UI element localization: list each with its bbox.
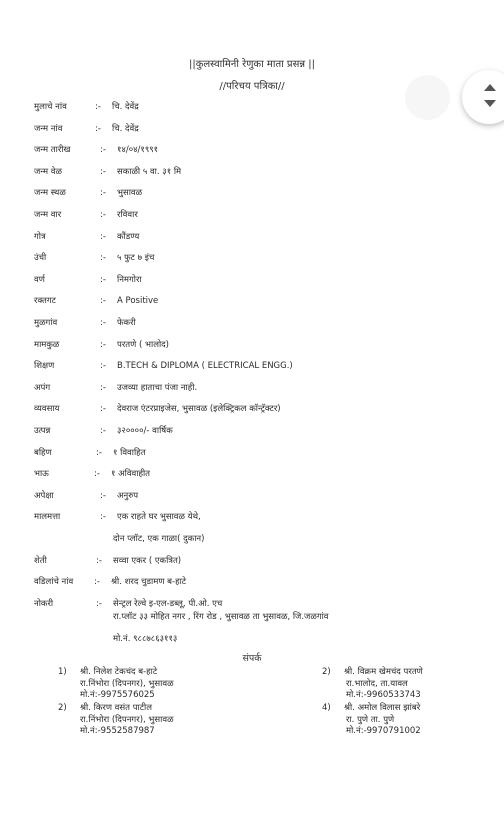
field-label: शेती — [34, 555, 47, 566]
field-separator: :- — [100, 166, 106, 177]
contact-address: रा.निंभोरा (दिपनगर), भुसावळ — [80, 678, 174, 689]
field-value: श्री. शरद चुडामण ब-हाटे — [111, 577, 187, 588]
profile-row — [0, 249, 504, 267]
profile-row — [0, 184, 504, 202]
field-label: उत्पन्न — [34, 426, 51, 436]
field-separator: :- — [95, 102, 101, 112]
contact-address: रा.भालोद, ता.यावल — [346, 678, 408, 689]
faded-bubble — [405, 75, 450, 120]
field-separator: :- — [100, 231, 106, 242]
field-value: १४/०४/१९९१ — [117, 145, 159, 156]
contact-number: 1) — [58, 667, 67, 677]
field-value: B.TECH & DIPLOMA ( ELECTRICAL ENGG.) — [117, 361, 293, 372]
profile-row — [0, 465, 504, 483]
field-separator: :- — [100, 490, 106, 501]
field-label: मुळगांव — [34, 318, 58, 328]
profile-row — [0, 228, 504, 246]
field-separator: :- — [96, 555, 102, 566]
field-label: अपेक्षा — [34, 490, 54, 501]
contact-number: 2) — [322, 667, 331, 677]
mobile-line: मो.नं. ९८८७८६३११३ — [113, 634, 178, 644]
field-label: उंची — [34, 253, 47, 264]
field-value: फेकरी — [117, 318, 136, 328]
field-label: व्यवसाय — [34, 404, 60, 415]
field-label: जन्म तारीख — [34, 145, 71, 156]
field-separator: :- — [100, 426, 106, 436]
field-value: भुसावळ — [117, 188, 143, 199]
field-separator: :- — [100, 296, 106, 307]
field-label: भाऊ — [34, 469, 49, 480]
profile-row — [0, 206, 504, 224]
profile-row — [0, 444, 504, 462]
field-separator: :- — [100, 339, 106, 350]
field-value: चि. देवेंद्र — [112, 102, 139, 112]
contact-name: श्री. निलेश टेकचंद ब-हाटे — [80, 667, 158, 677]
profile-row — [0, 271, 504, 289]
profile-row — [0, 487, 504, 505]
field-separator: :- — [95, 123, 101, 134]
field-label: अपंग — [34, 382, 51, 393]
contact-address: रा. पुणे ता. पुणे — [346, 714, 395, 725]
profile-row — [0, 552, 504, 570]
field-label: गोत्र — [34, 231, 46, 242]
document-title: //परिचय पत्रिका// — [219, 81, 285, 92]
field-value: सकाळी ५ वा. ३१ मि — [117, 166, 182, 177]
contact-address: रा.निंभोरा (दिपनगर), भुसावळ — [80, 714, 174, 725]
field-label: जन्म स्थळ — [34, 188, 66, 199]
field-label: शिक्षण — [34, 361, 55, 372]
field-separator: :- — [94, 577, 100, 588]
field-value: सेन्ट्रल रेल्वे इ-एल-डब्लू, पी.ओ. एच — [113, 598, 223, 609]
field-value: परतणे ( भालोद) — [117, 339, 169, 350]
profile-row — [0, 508, 504, 526]
field-value: उजव्या हाताचा पंजा नाही. — [117, 382, 198, 393]
profile-row — [0, 163, 504, 181]
field-separator: :- — [96, 598, 102, 609]
field-value: रविवार — [117, 210, 138, 220]
field-value: ५ फुट ७ इंच — [117, 253, 155, 264]
contact-phone: मो.नं:-9975576025 — [80, 690, 155, 700]
field-separator: :- — [100, 274, 106, 285]
field-separator: :- — [100, 253, 106, 264]
field-value: कौंडण्य — [117, 231, 140, 242]
profile-row — [0, 314, 504, 332]
field-separator: :- — [100, 145, 106, 156]
address-line: रा.प्लॉट ३३ मोहित नगर , रिंग रोड , भुसावळ ता भुसावळ, जि.जळगांव — [113, 612, 329, 622]
field-value: A Positive — [117, 296, 159, 307]
field-separator: :- — [96, 447, 102, 458]
field-value: सव्वा एकर ( एकत्रित) — [113, 555, 182, 566]
profile-row — [0, 530, 504, 548]
field-label: वडिलांचे नांव — [34, 577, 74, 588]
profile-row — [0, 400, 504, 418]
field-label: जन्म वेळ — [34, 166, 62, 177]
field-label: नोकरी — [34, 598, 54, 609]
profile-row — [0, 336, 504, 354]
field-label: वर्ण — [34, 274, 45, 285]
field-label: बहिण — [34, 447, 52, 458]
field-label: जन्म वार — [34, 210, 62, 220]
contact-name: श्री. अमोल विलास झांबरे — [344, 703, 421, 713]
profile-row — [0, 573, 504, 591]
field-separator: :- — [94, 469, 100, 480]
chevron-up-icon — [484, 84, 496, 91]
profile-row — [0, 379, 504, 397]
field-separator: :- — [100, 318, 106, 328]
contact-phone: मो.नं:-9552587987 — [80, 726, 155, 736]
field-value: १ विवाहित — [113, 447, 146, 458]
contact-heading: संपर्क — [242, 653, 262, 664]
field-value: दोन प्लॉट, एक गाळा( दुकान) — [113, 534, 205, 544]
profile-row — [0, 357, 504, 375]
field-separator: :- — [100, 210, 106, 220]
field-label: मुलाचे नांव — [34, 102, 67, 112]
field-label: जन्म नांव — [34, 123, 63, 134]
blessing-heading: ||कुलस्वामिनी रेणुका माता प्रसन्न || — [188, 59, 315, 70]
field-label: मामकुळ — [34, 339, 60, 350]
contact-number: 2) — [58, 703, 67, 713]
field-separator: :- — [100, 382, 106, 393]
contact-phone: मो.नं:-9970791002 — [346, 726, 421, 736]
field-value: निमगोरा — [117, 274, 142, 285]
field-separator: :- — [100, 404, 106, 415]
contact-name: श्री. किरण वसंत पाटील — [80, 703, 152, 713]
profile-row — [0, 141, 504, 159]
profile-row — [0, 120, 504, 138]
field-value: अनुरुप — [117, 490, 139, 501]
field-value: एक राहते घर भुसावळ येथे, — [117, 512, 201, 523]
field-separator: :- — [100, 361, 106, 372]
field-value: चि. देवेंद्र — [112, 123, 139, 134]
field-label: रक्तगट — [34, 296, 56, 307]
field-value: १ अविवाहीत — [111, 469, 151, 480]
field-value: देवराज एंटरप्राइजेस, भुसावळ (इलेक्ट्रिकल कॉन्ट्रॅक्टर) — [117, 404, 281, 415]
contact-number: 4) — [322, 703, 331, 713]
chevron-down-icon — [484, 100, 496, 107]
field-label: मालमत्ता — [34, 512, 61, 523]
contact-name: श्री. विक्रम खेमचंद परतणे — [344, 667, 423, 677]
profile-row — [0, 292, 504, 310]
field-separator: :- — [100, 188, 106, 199]
field-value: ३२००००/- वार्षिक — [117, 426, 173, 436]
profile-row — [0, 422, 504, 440]
contact-phone: मो.नं:-9960533743 — [346, 690, 421, 700]
field-separator: :- — [100, 512, 106, 523]
